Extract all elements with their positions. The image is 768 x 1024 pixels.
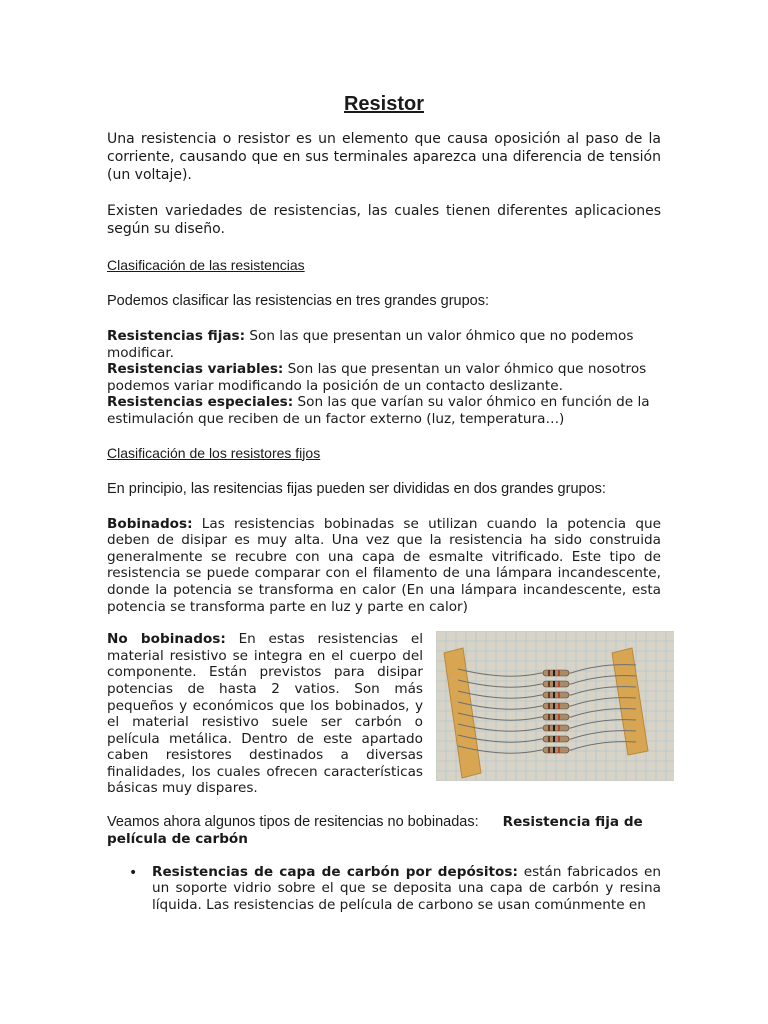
types-intro: Veamos ahora algunos tipos de resitencias no bobinadas: [107,814,479,831]
document-page [107,92,661,913]
item-special [107,394,661,427]
text-fixed: Son las que presentan un valor óhmico que no podemos modificar. [107,328,634,361]
varieties-paragraph: Existen variedades de resistencias, las cuales tienen diferentes aplicaciones según su diseño. [107,203,661,237]
section-heading-fixed-resistors: Clasificación de los resistores fijos [107,444,321,461]
term-variable: Resistencias variables: [107,361,284,378]
term-bobinados: Bobinados: [107,515,193,532]
section-heading-classification: Clasificación de las resistencias [107,257,305,273]
types-paragraph [107,813,661,848]
text-special: Son las que varían su valor óhmico en función de la estimulación que reciben de un factor externo (luz, temperatura…) [107,394,650,427]
bullet-text: están fabricados en un soporte vidrio sobre el que se deposita una capa de carbón y resina líquida. Las resistencias de película de carbono se usan comúnmente en [152,863,661,913]
term-fixed: Resistencias fijas: [107,328,246,344]
section2-intro: En principio, las resitencias fijas pueden ser divididas en dos grandes grupos: [107,480,606,497]
term-no-bobinados: No bobinados: [107,631,226,648]
bullet-term: Resistencias de capa de carbón por depósitos: [152,863,518,880]
no-bobinados-block [107,631,661,797]
types-bold: Resistencia fija de película de carbón [107,814,643,848]
intro-paragraph: Una resistencia o resistor es un elemento que causa oposición al paso de la corriente, causando que en sus terminales aparezca una diferencia de tensión (un voltaje). [107,131,661,183]
item-fixed [107,328,661,361]
item-variable [107,361,661,394]
page-title: Resistor [343,93,425,115]
text-bobinados: Las resistencias bobinadas se utilizan cuando la potencia que deben de disipar es muy alta. Una vez que la resistencia ha sido construida generalmente se recubre con una capa de esmalte vitrificado. Este tipo de resistencia se puede comparar con el filamento de una lámpara incandescente, donde la potencia se transforma en calor (En una lámpara incandescente, esta potencia se transforma parte en luz y parte en calor) [107,515,661,615]
bullet-list [107,864,661,914]
term-special: Resistencias especiales: [107,394,294,411]
bullet-icon: • [129,864,138,881]
bobinados-paragraph [107,516,661,616]
text-variable: Son las que presentan un valor óhmico que nosotros podemos variar modificando la posición de un contacto deslizante. [107,361,647,394]
section1-intro: Podemos clasificar las resistencias en tres grandes grupos: [107,293,490,309]
text-no-bobinados: En estas resistencias el material resistivo se integra en el cuerpo del componente. Están previstos para disipar potencias de hasta 2 vatios. Son más pequeños y económicos que los bobinados, y el material resistivo suele ser carbón o película metálica. Dentro de este apartado caben resistores destinados a diversas finalidades, los cuales ofrecen características básicas muy dispares. [107,631,423,797]
no-bobinados-paragraph [107,631,423,797]
list-item [107,864,661,914]
resistors-on-tape-photo [436,631,674,781]
